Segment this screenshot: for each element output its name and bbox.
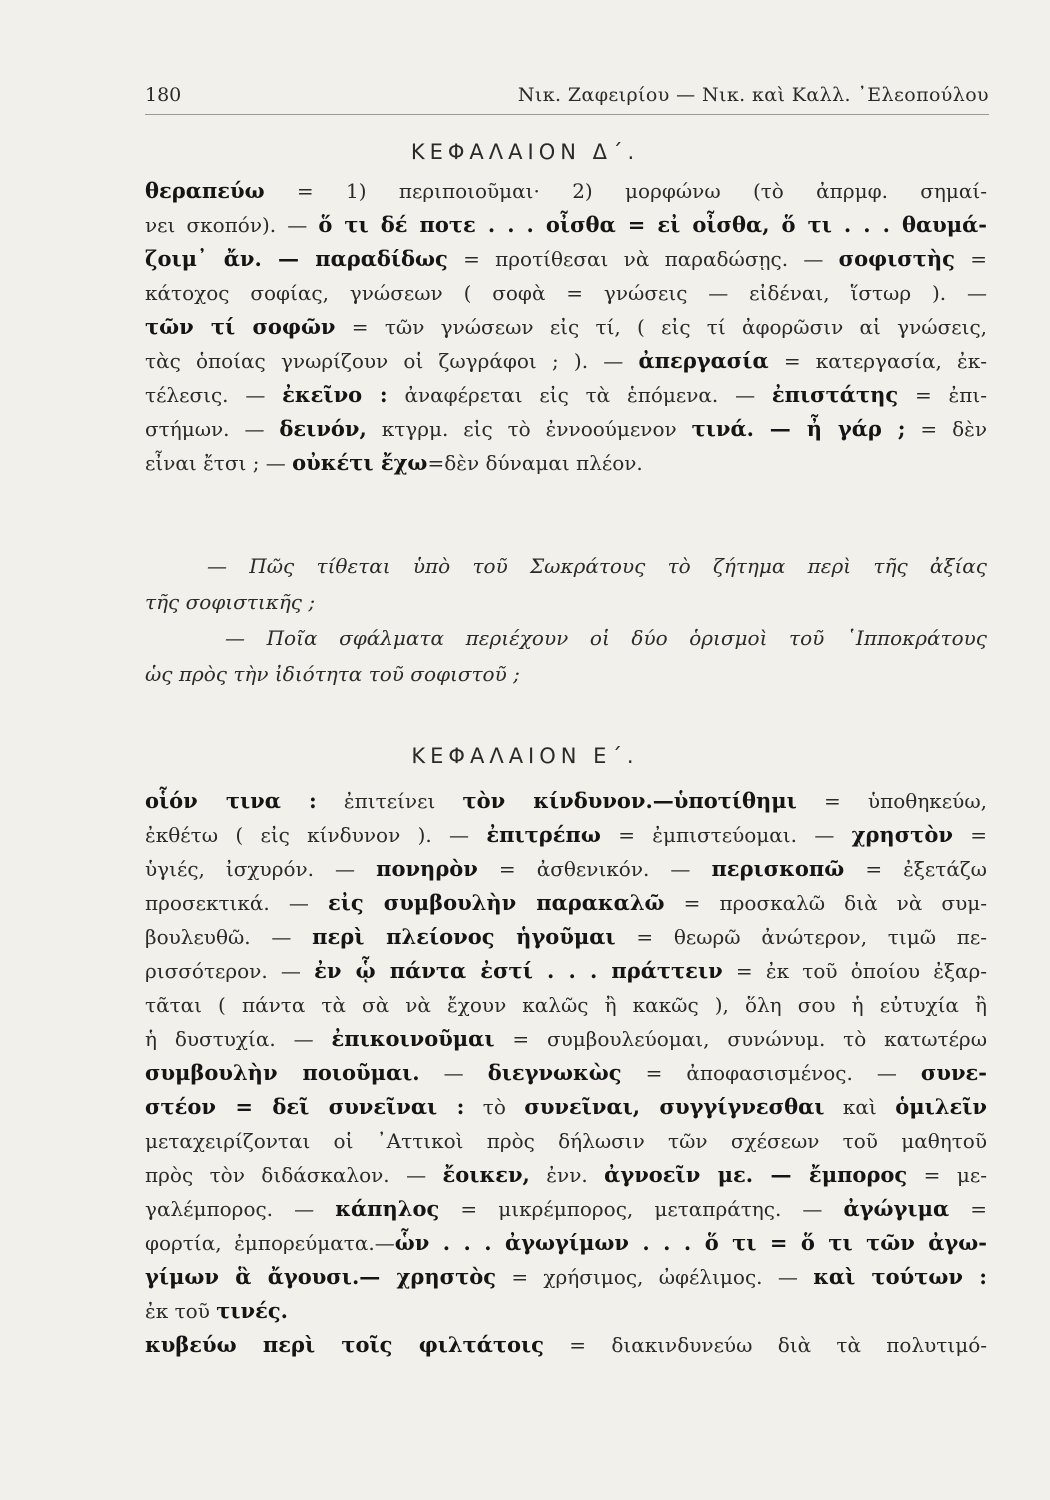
text-line: τῶν τί σοφῶν = τῶν γνώσεων εἰς τί, ( εἰς τί ἀφορῶσιν αἱ γνώσεις, [145,314,987,339]
text-line: γαλέμπορος. — κάπηλος = μικρέμπορος, μεταπράτης. — ἀγώγιμα = [145,1196,987,1221]
text-line: στέον = δεῖ συνεῖναι : τὸ συνεῖναι, συγγίγνεσθαι καὶ ὁμιλεῖν [145,1094,987,1119]
page-number: 180 [145,84,182,106]
chapter-e-glossary [145,784,987,1362]
text-line: βουλευθῶ. — περὶ πλείονος ἡγοῦμαι = θεωρῶ ἀνώτερον, τιμῶ πε- [145,924,987,949]
text-line: προσεκτικά. — εἰς συμβουλὴν παρακαλῶ = προσκαλῶ διὰ νὰ συμ- [145,890,987,915]
text-line: ἐκθέτω ( εἰς κίνδυνον ). — ἐπιτρέπω = ἐμπιστεύομαι. — χρηστὸν = [145,822,987,847]
text-line: τὰς ὁποίας γνωρίζουν οἱ ζωγράφοι ; ). — ἀπεργασία = κατεργασία, ἐκ- [145,348,987,373]
text-line: ἐκ τοῦ τινές. [145,1298,288,1323]
text-line: θεραπεύω = 1) περιποιοῦμαι· 2) μορφώνω (τὸ ἀπρμφ. σημαί- [145,178,987,203]
question-line: — Ποῖα σφάλματα περιέχουν οἱ δύο ὁρισμοὶ τοῦ ῾Ιπποκράτους [225,626,987,650]
text-line: οἷόν τινα : ἐπιτείνει τὸν κίνδυνον.—ὑποτίθημι = ὑποθηκεύω, [145,788,987,813]
text-line: ἡ δυστυχία. — ἐπικοινοῦμαι = συμβουλεύομαι, συνώνυμ. τὸ κατωτέρω [145,1026,987,1051]
question-line: τῆς σοφιστικῆς ; [145,590,316,614]
text-line: ὑγιές, ἰσχυρόν. — πονηρὸν = ἀσθενικόν. — περισκοπῶ = ἐξετάζω [145,856,987,881]
text-line: τέλεσις. — ἐκεῖνο : ἀναφέρεται εἰς τὰ ἑπόμενα. — ἐπιστάτης = ἐπι- [145,382,987,407]
text-line: τᾶται ( πάντα τὰ σὰ νὰ ἔχουν καλῶς ἢ κακῶς ), ὅλη σου ἡ εὐτυχία ἢ [145,993,987,1017]
text-line: ζοιμ᾿ ἄν. — παραδίδως = προτίθεσαι νὰ παραδώσῃς. — σοφιστὴς = [145,246,987,271]
text-line: ρισσότερον. — ἐν ᾧ πάντα ἐστί . . . πράττειν = ἐκ τοῦ ὁποίου ἐξαρ- [145,958,987,983]
chapter-d-questions [145,548,987,692]
text-line: κάτοχος σοφίας, γνώσεων ( σοφὰ = γνώσεις — εἰδέναι, ἵστωρ ). — [145,281,987,305]
chapter-heading-e: ΚΕΦΑΛΑΙΟΝ Ε΄. [411,744,639,768]
question-line: — Πῶς τίθεται ὑπὸ τοῦ Σωκράτους τὸ ζήτημα περὶ τῆς ἀξίας [207,554,987,578]
text-line: συμβουλὴν ποιοῦμαι. — διεγνωκὼς = ἀποφασισμένος. — συνε- [145,1060,987,1085]
text-line: στήμων. — δεινόν, κτγρμ. εἰς τὸ ἐννοούμενον τινά. — ἦ γάρ ; = δὲν [145,416,987,441]
text-line: μεταχειρίζονται οἱ ᾿Αττικοὶ πρὸς δήλωσιν τῶν σχέσεων τοῦ μαθητοῦ [145,1129,987,1153]
text-line: γίμων ἃ ἄγουσι.— χρηστὸς = χρήσιμος, ὠφέλιμος. — καὶ τούτων : [145,1264,987,1289]
text-line: νει σκοπόν). — ὅ τι δέ ποτε . . . οἶσθα = εἰ οἶσθα, ὅ τι . . . θαυμά- [145,212,987,237]
text-line: εἶναι ἔτσι ; — οὐκέτι ἔχω=δὲν δύναμαι πλέον. [145,450,643,475]
text-line: φορτία, ἐμπορεύματα.—ὧν . . . ἀγωγίμων . . . ὅ τι = ὅ τι τῶν ἀγω- [145,1230,987,1255]
chapter-heading-d: ΚΕΦΑΛΑΙΟΝ Δ΄. [410,140,640,164]
chapter-d-glossary [145,174,987,480]
text-line: κυβεύω περὶ τοῖς φιλτάτοις = διακινδυνεύω διὰ τὰ πολυτιμό- [145,1332,987,1357]
running-title: Νικ. Ζαφειρίου — Νικ. καὶ Καλλ. ᾿Ελεοπούλου [517,84,989,106]
question-line: ὡς πρὸς τὴν ἰδιότητα τοῦ σοφιστοῦ ; [145,662,520,686]
page-header [145,84,989,115]
text-line: πρὸς τὸν διδάσκαλον. — ἔοικεν, ἐνν. ἀγνοεῖν με. — ἔμπορος = με- [145,1162,987,1187]
